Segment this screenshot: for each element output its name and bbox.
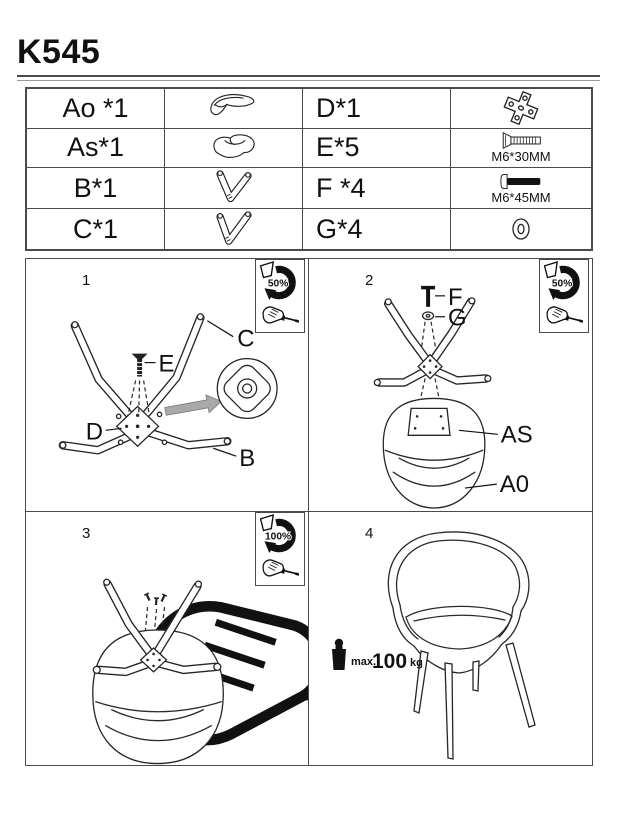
part-label-cell bbox=[27, 129, 165, 169]
bolt-f bbox=[421, 286, 435, 307]
part-label-b: B bbox=[239, 445, 256, 473]
countersunk-screw-icon bbox=[488, 132, 554, 149]
zoom-arrow-icon bbox=[165, 395, 221, 415]
step-panel-3 bbox=[26, 512, 309, 765]
seat-shell-icon bbox=[198, 90, 270, 126]
hardware-icon-cell bbox=[451, 89, 591, 129]
part-icon-cell bbox=[165, 209, 303, 249]
step-number: 3 bbox=[82, 525, 91, 542]
part-icon-cell bbox=[165, 168, 303, 209]
max-load-unit: kg bbox=[410, 657, 423, 669]
hardware-spec: M6*45MM bbox=[491, 189, 551, 205]
torque-progress-icon bbox=[257, 514, 303, 557]
torque-box bbox=[539, 259, 589, 333]
part-icon-cell bbox=[165, 89, 303, 129]
part-label-e: E bbox=[158, 350, 175, 378]
max-load-value: 100 bbox=[372, 650, 408, 673]
part-name: C*1 bbox=[72, 213, 119, 244]
torque-box bbox=[255, 512, 305, 586]
seat-cushion-icon bbox=[199, 130, 269, 166]
hardware-label-cell bbox=[303, 89, 451, 129]
hand-screwdriver-icon bbox=[258, 304, 302, 329]
detail-magnifier-icon bbox=[217, 359, 277, 419]
part-name: B*1 bbox=[73, 172, 118, 203]
title-divider bbox=[17, 75, 600, 81]
hardware-icon-cell bbox=[451, 168, 591, 209]
hardware-name: D*1 bbox=[316, 92, 362, 123]
part-label-c: C bbox=[237, 325, 255, 353]
part-label-d: D bbox=[85, 418, 104, 446]
part-label-cell bbox=[27, 168, 165, 209]
step-number: 1 bbox=[82, 272, 91, 289]
leg-assembly bbox=[374, 298, 491, 386]
bolt-icon bbox=[488, 173, 554, 190]
part-name: As*1 bbox=[66, 132, 125, 163]
torque-percent: 100% bbox=[265, 531, 292, 543]
part-label-cell bbox=[27, 89, 165, 129]
page-title: K545 bbox=[17, 33, 101, 71]
part-label-cell bbox=[27, 209, 165, 249]
part-label-f: F bbox=[448, 283, 463, 311]
part-label-as: AS bbox=[500, 421, 533, 449]
assembly-steps-grid bbox=[25, 258, 593, 766]
max-weight-icon bbox=[332, 639, 346, 670]
torque-progress-icon bbox=[257, 261, 303, 304]
step-panel-4 bbox=[309, 512, 592, 765]
cross-bracket-icon bbox=[490, 89, 552, 127]
hardware-label-cell bbox=[303, 129, 451, 169]
max-load-prefix: max. bbox=[351, 656, 377, 668]
washer-g bbox=[423, 312, 434, 320]
washer-icon bbox=[506, 213, 536, 245]
step-number: 4 bbox=[365, 525, 374, 542]
torque-percent: 50% bbox=[551, 278, 573, 290]
torque-percent: 50% bbox=[267, 278, 289, 290]
hardware-icon-cell bbox=[451, 209, 591, 249]
leg-frame-icon bbox=[207, 168, 261, 208]
hardware-label-cell bbox=[303, 168, 451, 209]
falling-screws bbox=[144, 593, 166, 605]
step-panel-2 bbox=[309, 259, 592, 512]
step4-drawing bbox=[309, 512, 592, 765]
hardware-name: F *4 bbox=[316, 172, 366, 203]
step-number: 2 bbox=[365, 272, 374, 289]
hand-screwdriver-icon bbox=[542, 304, 586, 329]
hardware-icon-cell bbox=[451, 129, 591, 169]
part-name: Ao *1 bbox=[62, 92, 129, 123]
part-label-g: G bbox=[448, 304, 467, 332]
hardware-name: E*5 bbox=[316, 132, 360, 163]
part-icon-cell bbox=[165, 129, 303, 169]
leg-frame-icon bbox=[207, 209, 261, 249]
parts-table bbox=[25, 87, 593, 251]
hardware-label-cell bbox=[303, 209, 451, 249]
seat-shell-assembly bbox=[383, 398, 485, 508]
mounting-plate bbox=[408, 408, 450, 435]
torque-progress-icon bbox=[541, 261, 587, 304]
torque-box bbox=[255, 259, 305, 333]
hardware-name: G*4 bbox=[316, 213, 363, 244]
part-label-a0: A0 bbox=[499, 471, 530, 499]
hand-screwdriver-icon bbox=[258, 557, 302, 582]
finished-chair bbox=[388, 532, 535, 759]
hardware-spec: M6*30MM bbox=[491, 149, 551, 165]
step-panel-1 bbox=[26, 259, 309, 512]
